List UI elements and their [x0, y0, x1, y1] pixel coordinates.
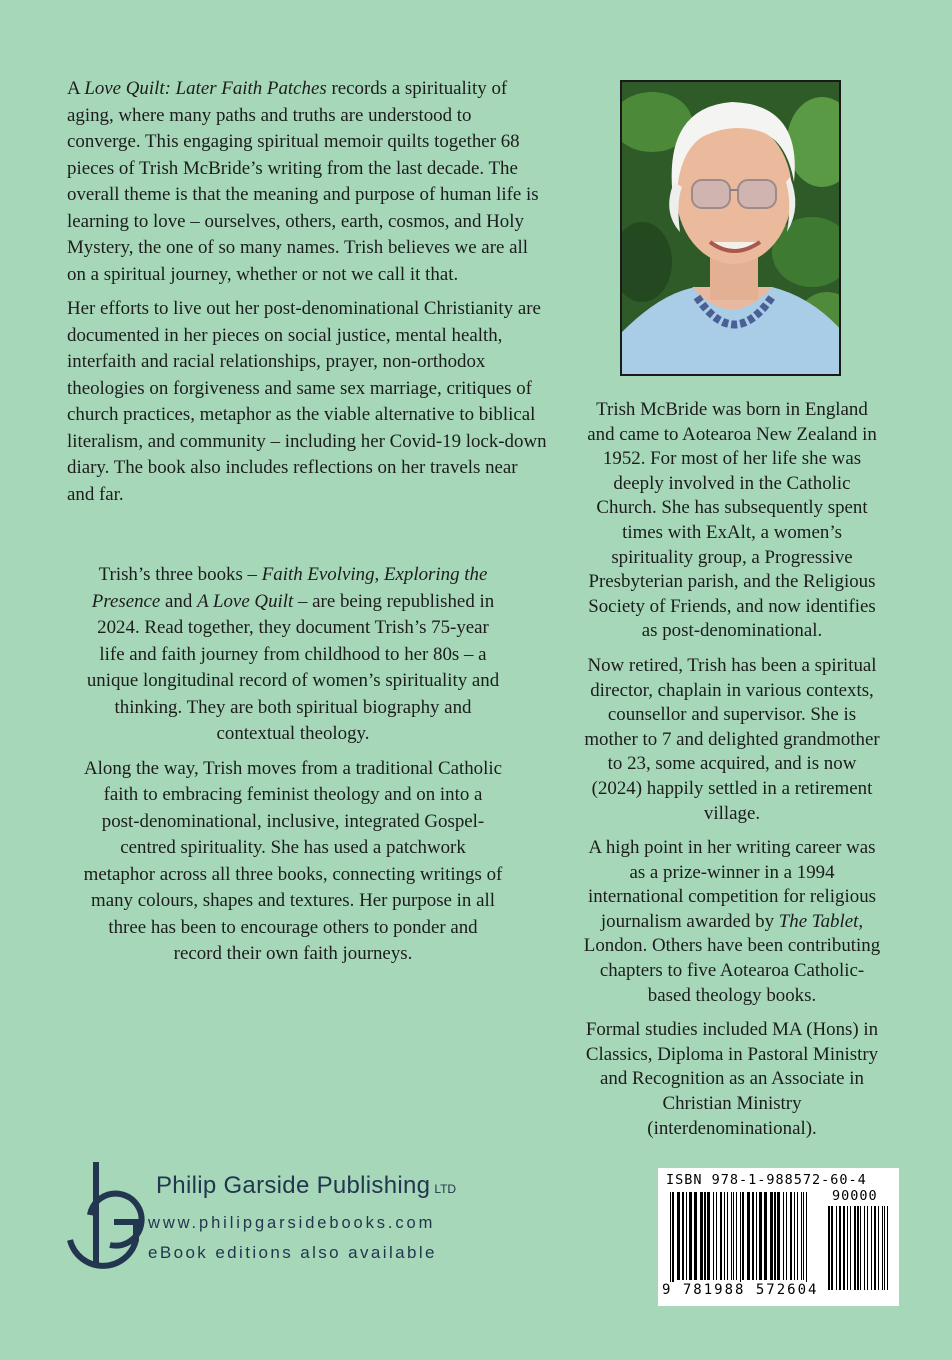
book-title-italic: Love Quilt: Later Faith Patches: [84, 78, 327, 99]
ebook-note: eBook editions also available: [148, 1243, 437, 1262]
description-column: [67, 76, 549, 976]
three-books-paragraph: Trish’s three books – Faith Evolving, Exploring the Presence and A Love Quilt – are being republished in 2024. Read together, they document Trish’s 75-year life and faith journey from childhood to her 80s – a unique longitudinal record of women’s spirituality and thinking. They are both spiritual biography and contextual theology.: [86, 564, 500, 744]
barcode-addon-number: 90000: [832, 1188, 878, 1204]
publisher-block: [148, 1172, 457, 1263]
author-photo: [620, 80, 841, 376]
author-portrait-illustration: [622, 82, 841, 376]
tablet-italic: The Tablet: [778, 910, 859, 932]
bio-paragraph-3: A high point in her writing career was as a prize-winner in a 1994 international competition for religious journalism awarded by The Tablet, London. Others have been contributing chapters to five Aotearoa Catholic-based theology books.: [583, 837, 881, 1006]
barcode-number: 9 781988 572604: [662, 1282, 819, 1298]
bio-paragraph-2: Now retired, Trish has been a spiritual director, chaplain in various contexts, counsellor and supervisor. She is mother to 7 and delighted grandmother to 23, some acquired, and is now (2024) happily settled in a retirement village.: [584, 654, 880, 824]
blurb-paragraph-2: Her efforts to live out her post-denominational Christianity are documented in her pieces on social justice, mental health, interfaith and racial relationships, prayer, non-orthodox theologies on forgiveness and same sex marriage, critiques of church practices, metaphor as the viable alternative to biblical literalism, and community – including her Covid-19 lock-down diary. The book also includes reflections on her travels near and far.: [67, 298, 547, 505]
publisher-logo-icon: [62, 1160, 152, 1270]
publisher-name: Philip Garside Publishing LTD: [156, 1172, 457, 1199]
journey-paragraph: Along the way, Trish moves from a traditional Catholic faith to embracing feminist theology and on into a post-denominational, inclusive, integrated Gospel-centred spirituality. She has used a patchwork metaphor across all three books, connecting writings of many colours, shapes and textures. Her purpose in all three has been to encourage others to ponder and record their own faith journeys.: [83, 757, 503, 964]
bio-paragraph-1: Trish McBride was born in England and came to Aotearoa New Zealand in 1952. For most of her life she was deeply involved in the Catholic Church. She has subsequently spent times with ExAlt, a women’s spirituality group, a Progressive Presbyterian parish, and the Religious Society of Friends, and now identifies as post-denominational.: [587, 399, 877, 642]
blurb-paragraph-1: A Love Quilt: Later Faith Patches records a spirituality of aging, where many paths and truths are understood to converge. This engaging spiritual memoir quilts together 68 pieces of Trish McBride’s writing from the last decade. The overall theme is that the meaning and purpose of human life is learning to love – ourselves, others, earth, cosmos, and Holy Mystery, the one of so many names. Trish believes we are all on a spiritual journey, whether or not we call it that.: [67, 78, 539, 285]
isbn-label: ISBN 978-1-988572-60-4: [666, 1172, 867, 1188]
bio-paragraph-4: Formal studies included MA (Hons) in Classics, Diploma in Pastoral Ministry and Recognition as an Associate in Christian Ministry (interdenominational).: [585, 1019, 879, 1139]
publisher-website: www.philipgarsidebooks.com: [148, 1214, 436, 1232]
author-bio-column: [582, 398, 882, 1151]
isbn-barcode: [658, 1168, 899, 1306]
